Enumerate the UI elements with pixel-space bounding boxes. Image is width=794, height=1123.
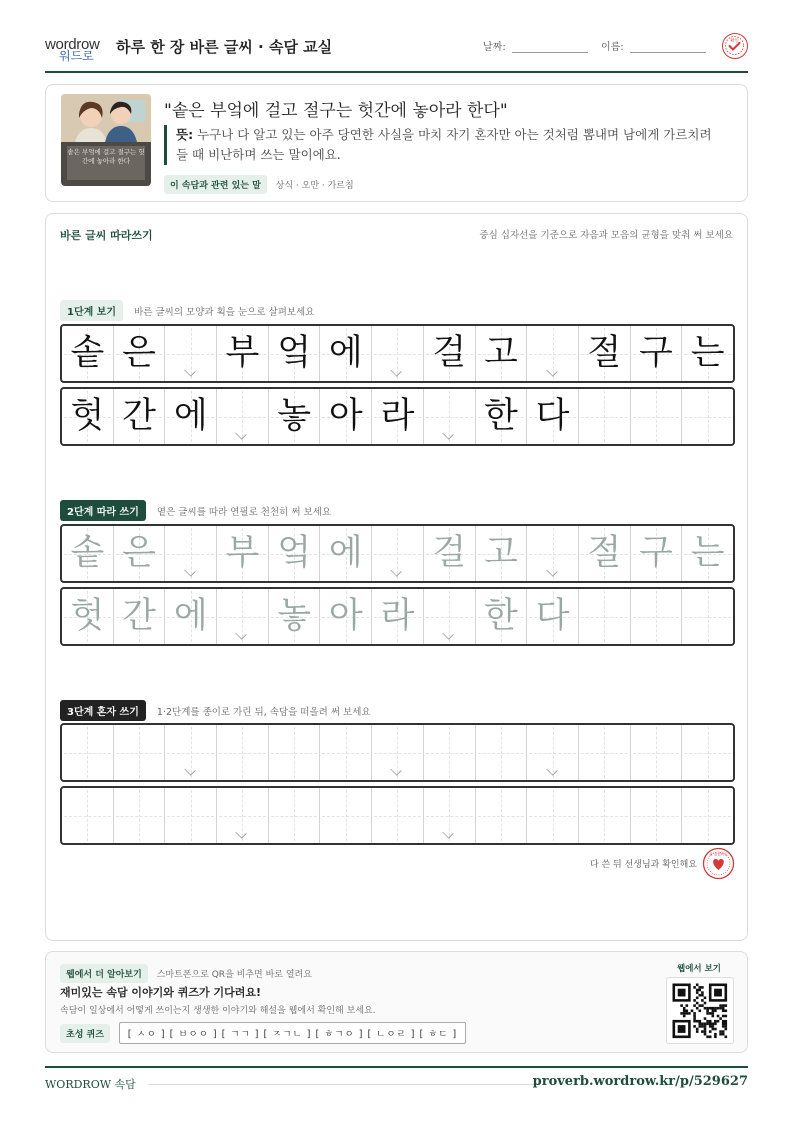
meaning-text: 누구나 다 알고 있는 아주 당연한 사실을 마치 자기 혼자만 아는 것처럼 뽐내며 남에게 가르치려 들 때 비난하며 쓰는 말이에요. bbox=[176, 127, 712, 162]
grid-cell[interactable] bbox=[320, 725, 372, 780]
practice-character: 고 bbox=[483, 333, 518, 373]
practice-character: 에 bbox=[173, 396, 208, 436]
wordrow-logo[interactable] bbox=[45, 34, 109, 64]
practice-character: 놓 bbox=[277, 596, 311, 636]
practice-character: 한 bbox=[483, 396, 518, 436]
proverb-illustration bbox=[61, 94, 151, 186]
step1-row-2 bbox=[60, 387, 735, 446]
qr-label: 웹에서 보기 bbox=[676, 964, 721, 974]
grid-cell[interactable] bbox=[217, 526, 269, 581]
grid-cell bbox=[372, 389, 424, 444]
practice-character: 다 bbox=[535, 396, 570, 436]
step3-header bbox=[60, 700, 371, 721]
grid-cell[interactable] bbox=[579, 526, 631, 581]
grid-cell[interactable] bbox=[217, 788, 269, 843]
logo-wordmark: wordrow bbox=[45, 36, 100, 53]
grid-cell[interactable] bbox=[217, 589, 269, 644]
grid-cell bbox=[217, 389, 269, 444]
step1-header bbox=[60, 300, 314, 321]
grid-cell[interactable] bbox=[114, 589, 166, 644]
grid-cell[interactable] bbox=[165, 526, 217, 581]
practice-note: 중심 십자선을 기준으로 자음과 모음의 균형을 맞춰 써 보세요 bbox=[479, 230, 733, 241]
grid-cell[interactable] bbox=[62, 788, 114, 843]
quiz-value: [ ㅅㅇ ] [ ㅂㅇㅇ ] [ ㄱㄱ ] [ ㅈㄱㄴ ] [ ㅎㄱㅇ ] [ ㄴㅇㄹ ] [ ㅎㄷ ] bbox=[119, 1022, 466, 1044]
grid-cell[interactable] bbox=[62, 589, 114, 644]
grid-cell bbox=[476, 326, 528, 381]
grid-cell[interactable] bbox=[579, 788, 631, 843]
grid-cell bbox=[579, 326, 631, 381]
step1-row-1 bbox=[60, 324, 735, 383]
name-blank[interactable] bbox=[630, 52, 706, 53]
step1-text: 바른 글씨의 모양과 획을 눈으로 살펴보세요 bbox=[134, 307, 315, 318]
grid-cell bbox=[424, 326, 476, 381]
grid-cell[interactable] bbox=[527, 589, 579, 644]
footer-rule bbox=[148, 1084, 538, 1085]
grid-cell[interactable] bbox=[527, 725, 579, 780]
grid-cell[interactable] bbox=[320, 788, 372, 843]
space-mark-icon bbox=[442, 428, 453, 439]
date-label: 날짜: bbox=[483, 42, 506, 53]
grid-cell bbox=[476, 389, 528, 444]
grid-cell[interactable] bbox=[269, 589, 321, 644]
grid-cell bbox=[631, 389, 683, 444]
web-title: 재미있는 속담 이야기와 퀴즈가 기다려요! bbox=[60, 986, 261, 999]
practice-character: 아 bbox=[328, 596, 363, 636]
grid-cell[interactable] bbox=[424, 725, 476, 780]
footer-brand: WORDROW 속담 bbox=[45, 1078, 136, 1091]
grid-cell[interactable] bbox=[62, 526, 114, 581]
grid-cell[interactable] bbox=[631, 589, 683, 644]
step3-row-1[interactable] bbox=[60, 723, 735, 782]
grid-cell[interactable] bbox=[631, 725, 683, 780]
practice-character: 절 bbox=[587, 333, 622, 373]
step3-badge: 3단계 혼자 쓰기 bbox=[60, 700, 146, 721]
grid-cell[interactable] bbox=[527, 526, 579, 581]
web-desc: 속담이 일상에서 어떻게 쓰이는지 생생한 이야기와 해설을 웹에서 확인해 보세요. bbox=[60, 1006, 376, 1016]
space-mark-icon bbox=[442, 628, 453, 639]
grid-cell[interactable] bbox=[269, 526, 321, 581]
space-mark-icon bbox=[546, 365, 557, 376]
practice-character: 간 bbox=[122, 596, 156, 636]
practice-character: 고 bbox=[483, 533, 518, 573]
grid-cell[interactable] bbox=[682, 589, 733, 644]
page-header bbox=[45, 30, 748, 73]
grid-cell[interactable] bbox=[631, 788, 683, 843]
space-mark-icon bbox=[236, 428, 247, 439]
grid-cell bbox=[527, 326, 579, 381]
grid-cell[interactable] bbox=[424, 526, 476, 581]
date-field[interactable] bbox=[483, 38, 588, 53]
practice-character: 구 bbox=[639, 333, 673, 373]
practice-character: 헛 bbox=[70, 396, 105, 436]
practice-character: 구 bbox=[639, 533, 673, 573]
practice-character: 엌 bbox=[277, 333, 311, 373]
footer-url[interactable]: proverb.wordrow.kr/p/529627 bbox=[532, 1074, 748, 1089]
step3-row-2[interactable] bbox=[60, 786, 735, 845]
meaning-label: 뜻: bbox=[176, 127, 194, 142]
practice-character: 다 bbox=[535, 596, 570, 636]
space-mark-icon bbox=[391, 365, 402, 376]
worksheet-title: 하루 한 장 바른 글씨 · 속담 교실 bbox=[116, 38, 333, 56]
step3-text: 1·2단계를 종이로 가린 뒤, 속담을 떠올려 써 보세요 bbox=[156, 707, 371, 718]
practice-character: 엌 bbox=[277, 533, 311, 573]
grid-cell bbox=[320, 389, 372, 444]
step2-badge: 2단계 따라 쓰기 bbox=[60, 500, 146, 521]
proverb-quote: "솥은 부엌에 걸고 절구는 헛간에 놓아라 한다" bbox=[164, 101, 508, 121]
step1-badge: 1단계 보기 bbox=[60, 300, 123, 321]
grid-cell[interactable] bbox=[165, 589, 217, 644]
grid-cell bbox=[527, 389, 579, 444]
practice-character: 부 bbox=[225, 333, 260, 373]
grid-cell[interactable] bbox=[165, 788, 217, 843]
practice-character: 은 bbox=[122, 333, 156, 373]
grid-cell bbox=[320, 326, 372, 381]
grid-cell[interactable] bbox=[579, 589, 631, 644]
logo-korean: 워드로 bbox=[59, 49, 94, 63]
practice-character: 에 bbox=[173, 596, 208, 636]
grid-cell bbox=[269, 389, 321, 444]
grid-cell[interactable] bbox=[217, 725, 269, 780]
grid-cell[interactable] bbox=[527, 788, 579, 843]
space-mark-icon bbox=[391, 764, 402, 775]
grid-cell[interactable] bbox=[114, 725, 166, 780]
heart-stamp-icon bbox=[702, 847, 735, 880]
svg-text:확인: 확인 bbox=[730, 39, 739, 44]
proverb-meaning bbox=[164, 125, 724, 165]
grid-cell bbox=[165, 389, 217, 444]
grid-cell bbox=[424, 389, 476, 444]
practice-section bbox=[45, 213, 748, 941]
practice-character: 놓 bbox=[277, 396, 311, 436]
grid-cell[interactable] bbox=[372, 589, 424, 644]
grid-cell bbox=[62, 326, 114, 381]
practice-character: 절 bbox=[587, 533, 622, 573]
web-hint: 스마트폰으로 QR을 비추면 바로 열려요 bbox=[156, 970, 312, 980]
grid-cell bbox=[165, 326, 217, 381]
grid-cell[interactable] bbox=[269, 788, 321, 843]
practice-character: 한 bbox=[483, 596, 518, 636]
svg-text:참 잘했어요: 참 잘했어요 bbox=[709, 852, 728, 857]
name-label: 이름: bbox=[601, 42, 624, 53]
grid-cell[interactable] bbox=[62, 725, 114, 780]
grid-cell bbox=[269, 326, 321, 381]
grid-cell bbox=[682, 389, 733, 444]
related-label: 이 속담과 관련 있는 말 bbox=[164, 175, 267, 194]
space-mark-icon bbox=[391, 565, 402, 576]
grid-cell[interactable] bbox=[682, 526, 733, 581]
confirm-text: 다 쓴 뒤 선생님과 확인해요 bbox=[589, 860, 697, 870]
grid-cell[interactable] bbox=[476, 526, 528, 581]
grid-cell[interactable] bbox=[114, 788, 166, 843]
grid-cell bbox=[217, 326, 269, 381]
grid-cell[interactable] bbox=[372, 526, 424, 581]
practice-character: 헛 bbox=[70, 596, 105, 636]
space-mark-icon bbox=[236, 628, 247, 639]
grid-cell[interactable] bbox=[682, 788, 733, 843]
practice-character: 간 bbox=[122, 396, 156, 436]
web-section bbox=[45, 951, 748, 1053]
grid-cell[interactable] bbox=[579, 725, 631, 780]
name-field[interactable] bbox=[601, 38, 706, 53]
grid-cell[interactable] bbox=[269, 725, 321, 780]
related-list: 상식 · 오만 · 가르침 bbox=[275, 181, 354, 191]
grid-cell bbox=[372, 326, 424, 381]
space-mark-icon bbox=[236, 827, 247, 838]
practice-character: 에 bbox=[328, 533, 363, 573]
grid-cell[interactable] bbox=[372, 788, 424, 843]
practice-character: 솥 bbox=[70, 333, 105, 373]
step2-text: 옅은 글씨를 따라 연필로 천천히 써 보세요 bbox=[156, 507, 332, 518]
practice-character: 은 bbox=[122, 533, 156, 573]
space-mark-icon bbox=[442, 827, 453, 838]
grid-cell bbox=[579, 389, 631, 444]
space-mark-icon bbox=[184, 365, 195, 376]
web-header bbox=[60, 964, 312, 983]
grid-cell[interactable] bbox=[476, 725, 528, 780]
grid-cell[interactable] bbox=[320, 589, 372, 644]
grid-cell[interactable] bbox=[372, 725, 424, 780]
quiz-label: 초성 퀴즈 bbox=[60, 1024, 110, 1043]
practice-character: 걸 bbox=[432, 533, 467, 573]
practice-title: 바른 글씨 따라쓰기 bbox=[60, 229, 153, 242]
grid-cell bbox=[114, 326, 166, 381]
date-blank[interactable] bbox=[512, 52, 588, 53]
practice-character: 라 bbox=[380, 396, 415, 436]
qr-code-icon[interactable] bbox=[666, 977, 734, 1044]
grid-cell[interactable] bbox=[476, 589, 528, 644]
practice-character: 아 bbox=[328, 396, 363, 436]
grid-cell bbox=[62, 389, 114, 444]
grid-cell[interactable] bbox=[631, 526, 683, 581]
practice-character: 부 bbox=[225, 533, 260, 573]
step2-row-1[interactable] bbox=[60, 524, 735, 583]
grid-cell[interactable] bbox=[320, 526, 372, 581]
space-mark-icon bbox=[184, 764, 195, 775]
practice-character: 는 bbox=[690, 533, 725, 573]
check-stamp-icon bbox=[722, 33, 748, 59]
grid-cell bbox=[631, 326, 683, 381]
grid-cell[interactable] bbox=[114, 526, 166, 581]
practice-character: 라 bbox=[380, 596, 415, 636]
proverb-card bbox=[45, 84, 748, 202]
grid-cell[interactable] bbox=[424, 788, 476, 843]
grid-cell bbox=[682, 326, 733, 381]
web-badge: 웹에서 더 알아보기 bbox=[60, 964, 148, 983]
related-words bbox=[164, 175, 354, 194]
practice-character: 에 bbox=[328, 333, 363, 373]
grid-cell[interactable] bbox=[424, 589, 476, 644]
grid-cell[interactable] bbox=[682, 725, 733, 780]
chosung-quiz bbox=[60, 1022, 466, 1044]
grid-cell[interactable] bbox=[476, 788, 528, 843]
space-mark-icon bbox=[184, 565, 195, 576]
practice-character: 솥 bbox=[70, 533, 105, 573]
practice-character: 는 bbox=[690, 333, 725, 373]
space-mark-icon bbox=[546, 565, 557, 576]
step2-header bbox=[60, 500, 331, 521]
practice-character: 걸 bbox=[432, 333, 467, 373]
grid-cell bbox=[114, 389, 166, 444]
grid-cell[interactable] bbox=[165, 725, 217, 780]
illustration-caption: 솥은 부엌에 걸고 절구는 헛간에 놓아라 한다 bbox=[67, 148, 145, 165]
footer-divider bbox=[45, 1066, 748, 1068]
step2-row-2[interactable] bbox=[60, 587, 735, 646]
space-mark-icon bbox=[546, 764, 557, 775]
